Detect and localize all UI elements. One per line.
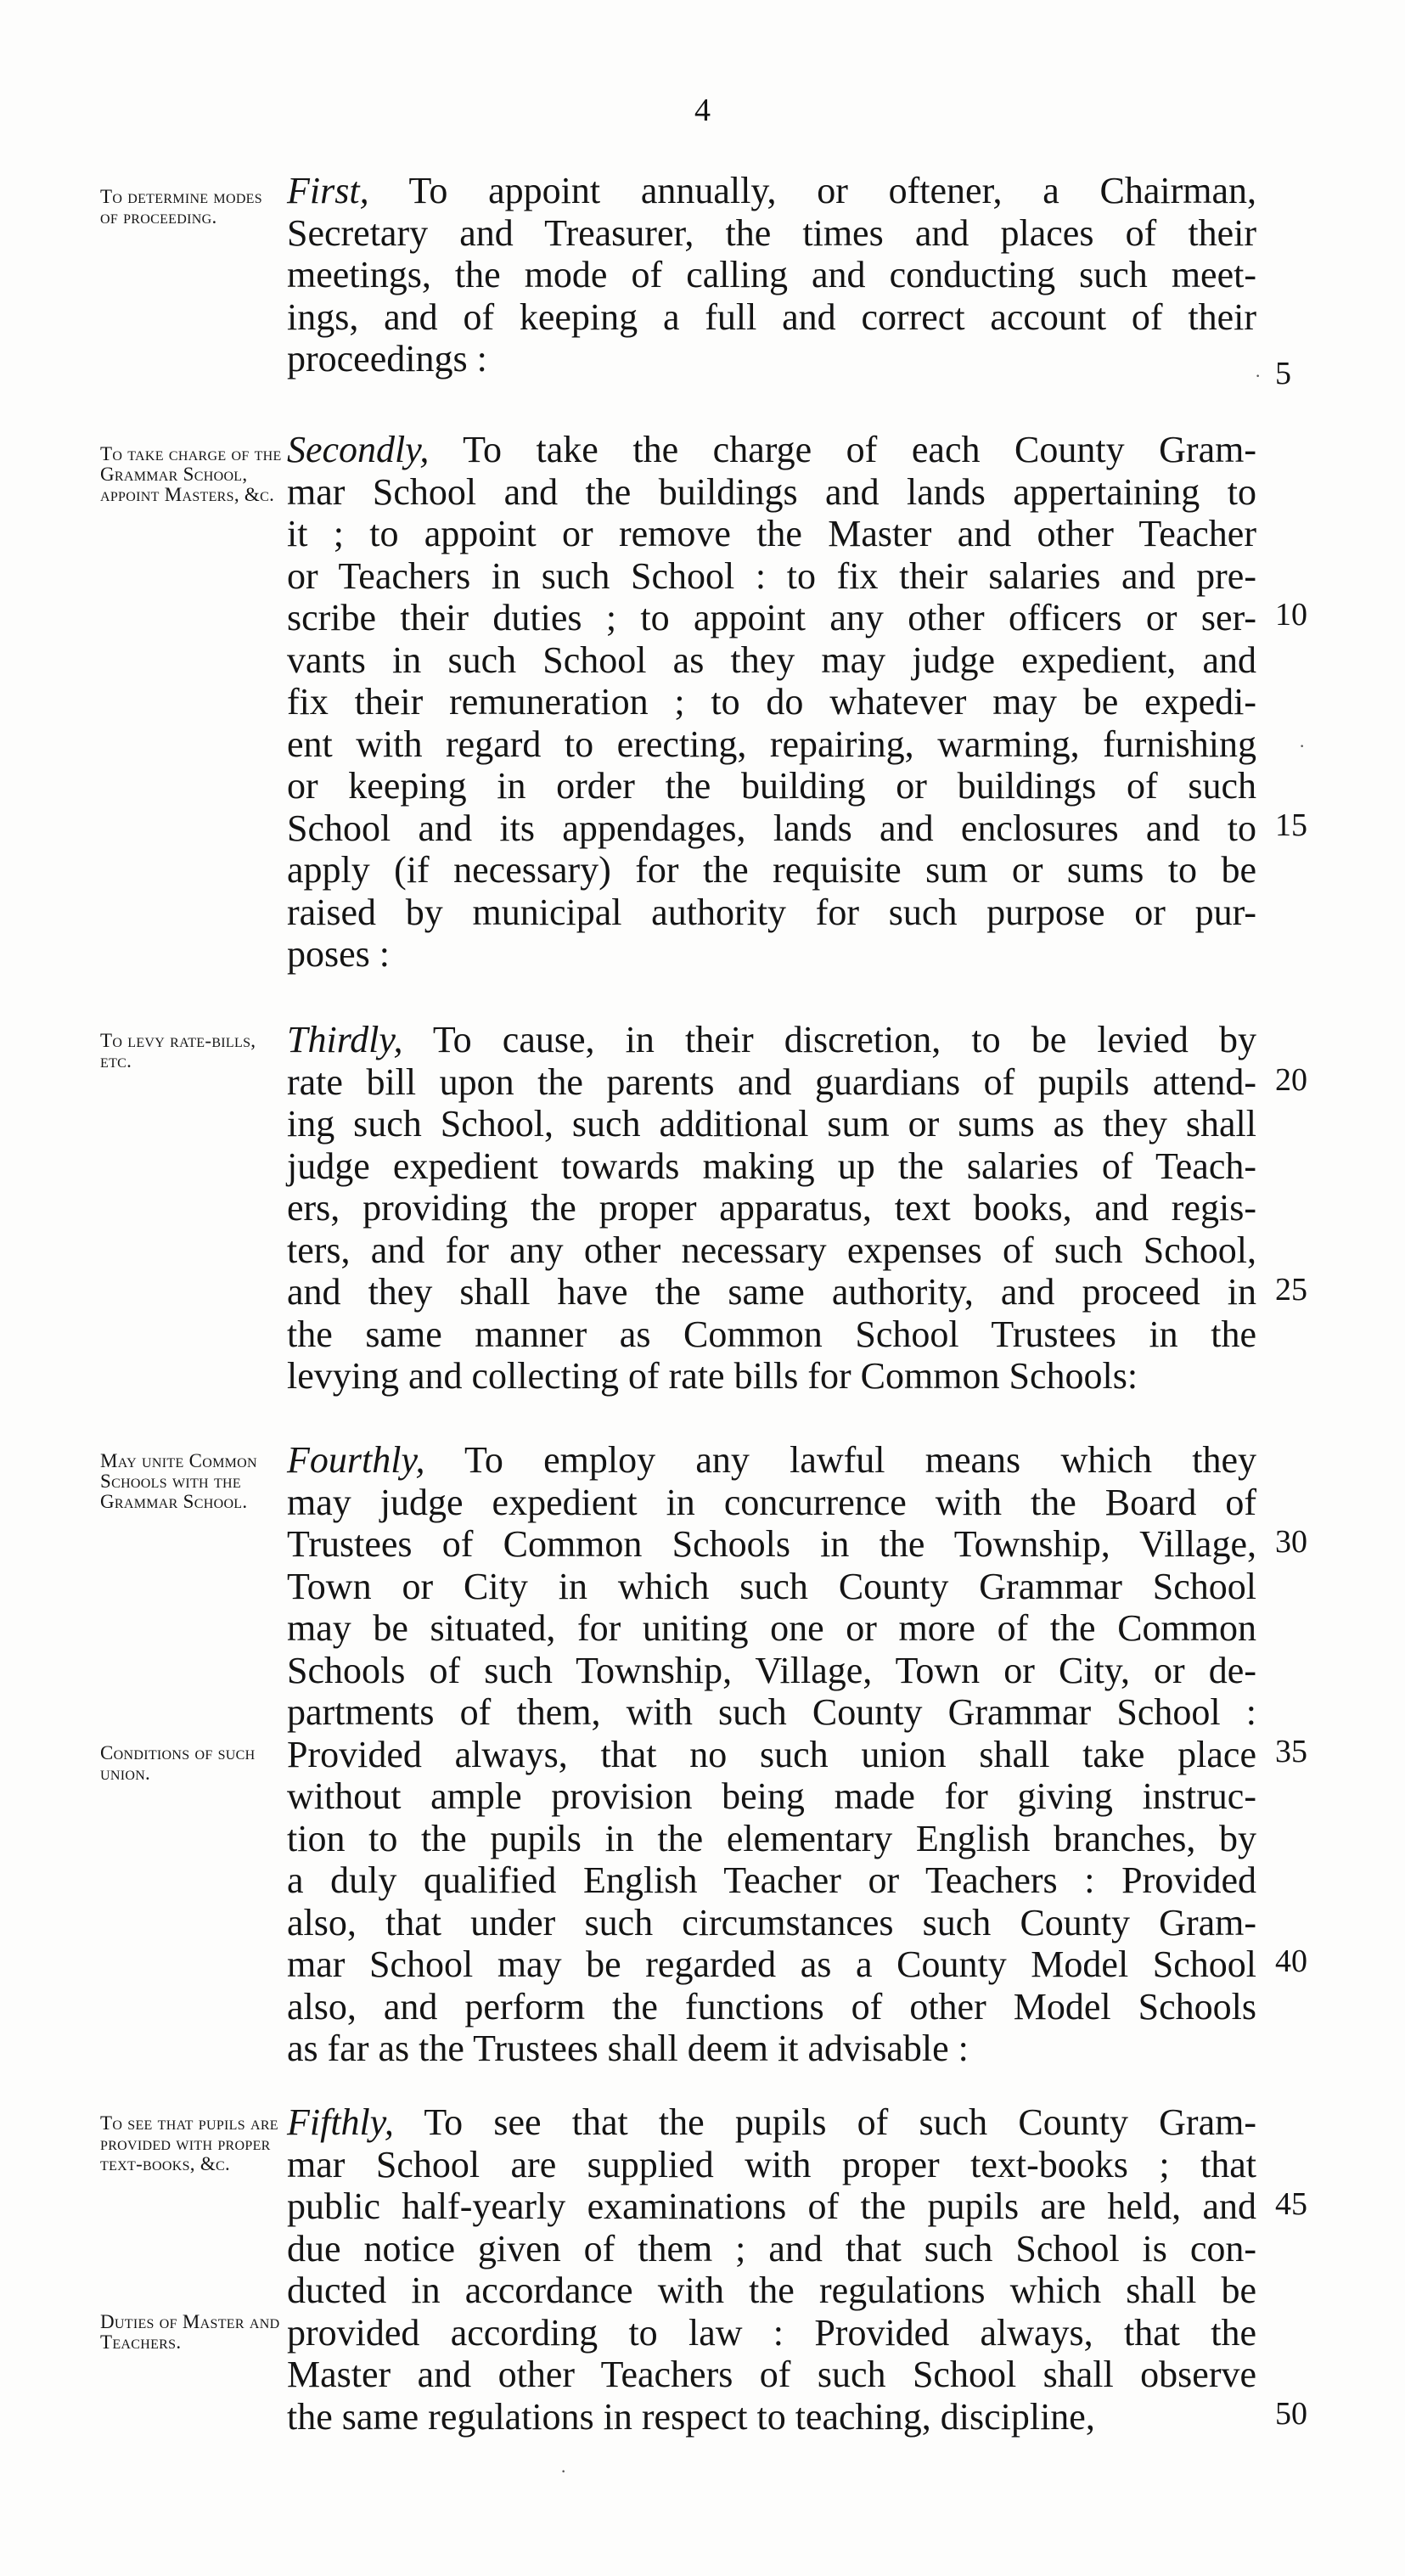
text-line: and they shall have the same authority, and proceed in xyxy=(287,1271,1256,1313)
text-line: the same regulations in respect to teaching, discipline, xyxy=(287,2395,1095,2438)
line-number-10: 10 xyxy=(1275,597,1307,633)
text-line: vants in such School as they may judge expedient, and xyxy=(287,638,1256,681)
text-line: provided according to law : Provided always, that the xyxy=(287,2311,1256,2354)
text-line: apply (if necessary) for the requisite sum or sums to be xyxy=(287,849,1256,891)
text-line: School and its appendages, lands and enclosures and to xyxy=(287,807,1256,849)
text-line: may judge expedient in concurrence with the Board of xyxy=(287,1481,1256,1523)
text-line: Fourthly, To employ any lawful means which they xyxy=(287,1439,1256,1481)
line-number-20: 20 xyxy=(1275,1062,1307,1098)
text-line: Trustees of Common Schools in the Township, Village, xyxy=(287,1523,1256,1565)
side-note-duties-of-masters: Duties of Master and Teachers. xyxy=(100,2311,280,2353)
lead-word: Fifthly, xyxy=(287,2101,394,2143)
text-line: public half-yearly examinations of the pupils are held, and xyxy=(287,2185,1256,2227)
text-line: meetings, the mode of calling and conducting such meet- xyxy=(287,254,1256,295)
lead-word: First, xyxy=(287,170,369,211)
line-number-50: 50 xyxy=(1275,2396,1307,2432)
page-number: 4 xyxy=(694,93,711,128)
side-note-text-books: To see that pupils are provided with proper text-books, &c. xyxy=(100,2112,278,2174)
text-line: ent with regard to erecting, repairing, warming, furnishing xyxy=(287,723,1256,765)
text-line: proceedings : xyxy=(287,338,487,380)
text-line: may be situated, for uniting one or more of the Common xyxy=(287,1607,1256,1649)
text-line: also, and perform the functions of other Model Schools xyxy=(287,1985,1256,2028)
text-line: poses : xyxy=(287,933,390,975)
text-line: Master and other Teachers of such School shall observe xyxy=(287,2354,1256,2395)
text-line: rate bill upon the parents and guardians of pupils attend- xyxy=(287,1060,1256,1103)
text-line: ing such School, such additional sum or sums as they shall xyxy=(287,1103,1256,1145)
line-number-35: 35 xyxy=(1275,1734,1307,1769)
text-line: ducted in accordance with the regulations which shall be xyxy=(287,2269,1256,2311)
paragraph-fifthly xyxy=(287,2101,1256,2438)
text-line: Secretary and Treasurer, the times and places of their xyxy=(287,211,1256,254)
text-line: ters, and for any other necessary expenses of such School, xyxy=(287,1229,1256,1271)
line-number-15: 15 xyxy=(1275,807,1307,843)
text-line: First, To appoint annually, or oftener, a Chairman, xyxy=(287,170,1256,211)
print-speck: · xyxy=(560,2461,567,2482)
text-line: the same manner as Common School Trustees in the xyxy=(287,1313,1256,1355)
line-number-45: 45 xyxy=(1275,2186,1307,2222)
text-line: tion to the pupils in the elementary English branches, by xyxy=(287,1817,1256,1859)
text-line: judge expedient towards making up the salaries of Teach- xyxy=(287,1145,1256,1187)
text-line: a duly qualified English Teacher or Teachers : Provided xyxy=(287,1859,1256,1901)
text-line: mar School and the buildings and lands appertaining to xyxy=(287,470,1256,513)
text-line: or Teachers in such School : to fix their salaries and pre- xyxy=(287,554,1256,597)
text-line: due notice given of them ; and that such School is con- xyxy=(287,2227,1256,2269)
text-line: fix their remuneration ; to do whatever may be expedi- xyxy=(287,681,1256,723)
text-line: Thirdly, To cause, in their discretion, to be levied by xyxy=(287,1019,1256,1060)
text-line: ers, providing the proper apparatus, text books, and regis- xyxy=(287,1187,1256,1229)
line-number-40: 40 xyxy=(1275,1943,1307,1979)
lead-word: Thirdly, xyxy=(287,1019,403,1060)
text-line: partments of them, with such County Grammar School : xyxy=(287,1691,1256,1733)
text-line: without ample provision being made for giving instruc- xyxy=(287,1775,1256,1817)
paragraph-thirdly xyxy=(287,1019,1256,1398)
line-number-30: 30 xyxy=(1275,1524,1307,1560)
paragraph-secondly xyxy=(287,429,1256,976)
lead-word: Fourthly, xyxy=(287,1439,425,1481)
print-speck: · xyxy=(1255,365,1262,386)
side-note-take-charge: To take charge of the Grammar School, appoint Masters, &c. xyxy=(100,443,282,505)
text-line: Provided always, that no such union shall take place xyxy=(287,1733,1256,1775)
text-line: levying and collecting of rate bills for Common Schools: xyxy=(287,1355,1138,1397)
text-line: Town or City in which such County Grammar School xyxy=(287,1565,1256,1607)
text-line: also, that under such circumstances such County Gram- xyxy=(287,1901,1256,1943)
text-line: or keeping in order the building or buildings of such xyxy=(287,765,1256,807)
line-number-25: 25 xyxy=(1275,1272,1307,1308)
lead-word: Secondly, xyxy=(287,429,430,470)
print-speck: · xyxy=(1299,735,1306,756)
text-line: it ; to appoint or remove the Master and other Teacher xyxy=(287,513,1256,554)
side-note-modes-of-proceeding: To determine modes of proceeding. xyxy=(100,186,262,228)
text-line: as far as the Trustees shall deem it advisable : xyxy=(287,2028,969,2069)
side-note-levy-rate-bills: To levy rate-bills, etc. xyxy=(100,1030,256,1071)
text-line: Schools of such Township, Village, Town or City, or de- xyxy=(287,1649,1256,1691)
paragraph-first xyxy=(287,170,1256,380)
text-line: Secondly, To take the charge of each County Gram- xyxy=(287,429,1256,470)
text-line: scribe their duties ; to appoint any other officers or ser- xyxy=(287,597,1256,638)
text-line: mar School may be regarded as a County Model School xyxy=(287,1943,1256,1985)
line-number-5: 5 xyxy=(1275,356,1291,391)
side-note-conditions-of-union: Conditions of such union. xyxy=(100,1742,256,1784)
text-line: Fifthly, To see that the pupils of such County Gram- xyxy=(287,2101,1256,2143)
text-line: mar School are supplied with proper text-books ; that xyxy=(287,2143,1256,2185)
paragraph-fourthly xyxy=(287,1439,1256,2070)
text-line: raised by municipal authority for such purpose or pur- xyxy=(287,891,1256,933)
text-line: ings, and of keeping a full and correct account of their xyxy=(287,295,1256,338)
side-note-unite-schools: May unite Common Schools with the Grammar School. xyxy=(100,1450,257,1512)
